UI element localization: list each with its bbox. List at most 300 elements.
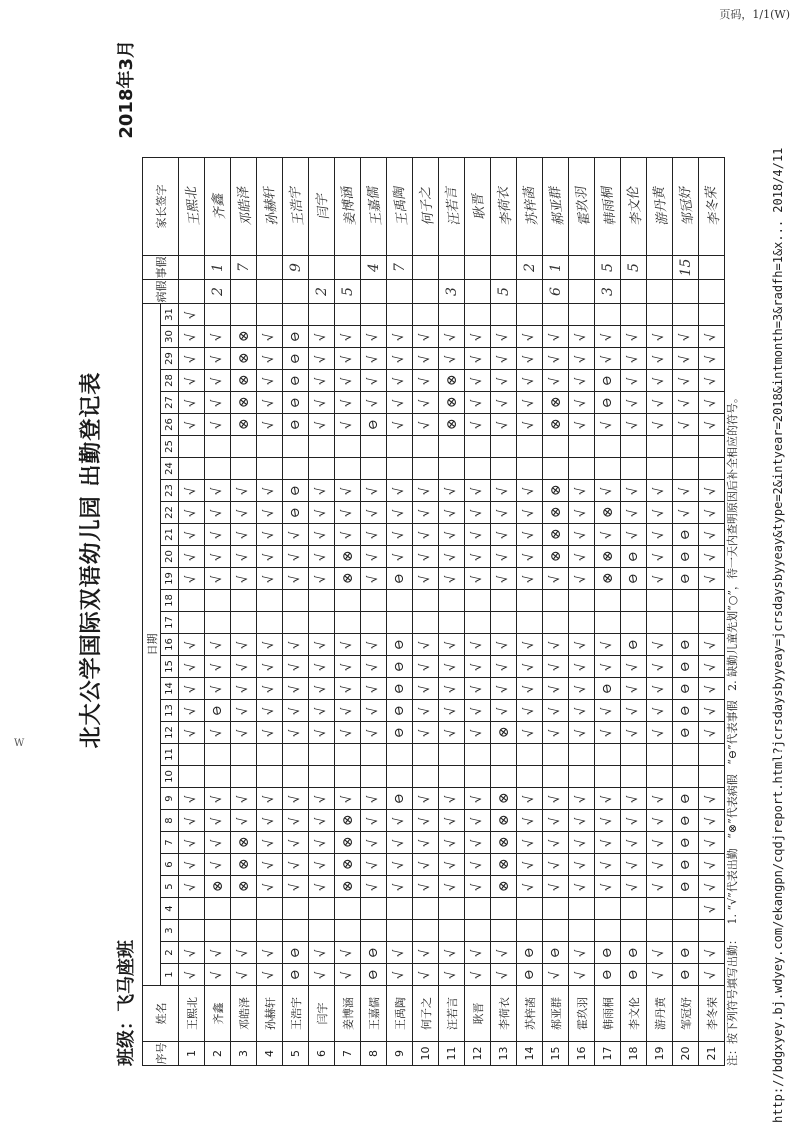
day-cell [621,414,647,436]
day-cell [179,788,205,810]
attendance-mark: √ [677,485,694,496]
day-cell [699,414,725,436]
day-cell [699,370,725,392]
day-cell [309,876,335,898]
header-day: 21 [161,524,179,546]
day-cell [673,700,699,722]
day-cell [517,634,543,656]
day-cell [621,876,647,898]
attendance-mark: √ [599,331,616,342]
day-cell [257,810,283,832]
attendance-mark: √ [573,815,590,826]
attendance-mark: √ [469,397,486,408]
day-cell [387,876,413,898]
day-cell [387,414,413,436]
day-cell [413,810,439,832]
attendance-mark: √ [703,837,720,848]
header-day: 31 [161,304,179,326]
attendance-mark: √ [313,529,330,540]
parent-signature: 齐鑫 [210,192,229,221]
day-cell [283,744,309,766]
attendance-mark: √ [495,485,512,496]
day-cell [699,392,725,414]
attendance-mark: √ [651,353,668,364]
attendance-mark: √ [469,837,486,848]
attendance-mark: √ [183,661,200,672]
attendance-mark: √ [703,419,720,430]
attendance-mark: √ [183,683,200,694]
attendance-mark: ⊗ [234,373,253,388]
attendance-mark: √ [391,947,408,958]
day-cell [257,722,283,744]
attendance-mark: ⊖ [391,638,408,651]
attendance-mark: ⊗ [546,549,565,564]
day-cell [465,920,491,942]
day-cell [647,304,673,326]
attendance-mark: √ [183,331,200,342]
personal-days-cell [179,256,205,280]
attendance-mark: √ [443,683,460,694]
day-cell [231,942,257,964]
attendance-mark: ⊖ [677,792,694,805]
day-cell [205,744,231,766]
day-cell [335,590,361,612]
day-cell [543,348,569,370]
day-cell [491,898,517,920]
day-cell [647,920,673,942]
attendance-mark: ⊖ [625,572,642,585]
attendance-mark: √ [365,683,382,694]
day-cell [517,458,543,480]
attendance-mark: √ [261,837,278,848]
day-cell [413,832,439,854]
attendance-table [142,157,725,1066]
day-cell [439,458,465,480]
attendance-mark: √ [625,375,642,386]
attendance-mark: √ [235,683,252,694]
day-cell [179,634,205,656]
attendance-mark: √ [443,661,460,672]
day-cell [361,766,387,788]
day-cell [179,942,205,964]
attendance-mark: √ [235,705,252,716]
row-number: 1 [179,1042,205,1066]
attendance-mark: √ [261,947,278,958]
attendance-mark: √ [521,837,538,848]
day-cell [517,700,543,722]
attendance-mark: √ [495,353,512,364]
day-cell [491,590,517,612]
attendance-mark: √ [599,727,616,738]
day-cell [179,722,205,744]
attendance-mark: √ [261,705,278,716]
header-day: 14 [161,678,179,700]
day-cell [361,524,387,546]
day-cell [231,700,257,722]
attendance-mark: √ [339,793,356,804]
personal-days-value: 7 [235,263,252,272]
attendance-mark: √ [287,551,304,562]
day-cell [569,480,595,502]
day-cell [595,612,621,634]
attendance-mark: √ [339,947,356,958]
attendance-mark: √ [235,507,252,518]
parent-signature-cell [517,158,543,256]
day-cell [439,304,465,326]
attendance-mark: √ [391,331,408,342]
day-cell [387,612,413,634]
day-cell [543,678,569,700]
day-cell [673,436,699,458]
child-name: 姜博涵 [335,986,361,1042]
day-cell [465,656,491,678]
day-cell [231,458,257,480]
day-cell [595,348,621,370]
day-cell [335,370,361,392]
attendance-mark: ⊖ [677,858,694,871]
day-cell [257,546,283,568]
attendance-mark: √ [547,375,564,386]
row-number: 16 [569,1042,595,1066]
day-cell [283,810,309,832]
attendance-mark: √ [495,573,512,584]
day-cell [621,436,647,458]
attendance-mark: √ [703,485,720,496]
day-cell [465,876,491,898]
day-cell [517,942,543,964]
day-cell [257,458,283,480]
attendance-mark: √ [599,639,616,650]
attendance-mark: √ [573,793,590,804]
day-cell [543,832,569,854]
day-cell [205,898,231,920]
attendance-mark: √ [599,793,616,804]
day-cell [283,788,309,810]
day-cell [205,942,231,964]
day-cell [439,414,465,436]
day-cell [621,392,647,414]
day-cell [673,326,699,348]
attendance-mark: ⊗ [338,835,357,850]
day-cell [673,524,699,546]
day-cell [569,876,595,898]
attendance-mark: √ [183,397,200,408]
attendance-mark: ⊗ [442,417,461,432]
row-number: 11 [439,1042,465,1066]
attendance-mark: ⊖ [391,792,408,805]
day-cell [465,810,491,832]
day-cell [491,348,517,370]
attendance-mark: ⊖ [391,572,408,585]
day-cell [231,480,257,502]
day-cell [621,326,647,348]
attendance-mark: √ [235,529,252,540]
day-cell [231,348,257,370]
day-cell [283,942,309,964]
day-cell [257,568,283,590]
attendance-mark: ⊖ [625,968,642,981]
day-cell [231,546,257,568]
attendance-mark: ⊖ [625,638,642,651]
parent-signature: 闫宇 [314,192,333,221]
day-cell [283,876,309,898]
attendance-mark: √ [313,859,330,870]
day-cell [413,964,439,986]
day-cell [465,436,491,458]
table-row [309,158,335,1066]
day-cell [517,656,543,678]
attendance-mark: √ [235,573,252,584]
day-cell [621,480,647,502]
header-day: 25 [161,436,179,458]
day-cell [621,810,647,832]
day-cell [465,304,491,326]
child-name: 李荷衣 [491,986,517,1042]
attendance-mark: √ [209,331,226,342]
attendance-mark: √ [391,419,408,430]
attendance-mark: √ [261,573,278,584]
attendance-mark: √ [599,837,616,848]
header-day: 3 [161,920,179,942]
legend-note-personal: “⊖”代表事假 [726,700,739,765]
row-number: 14 [517,1042,543,1066]
attendance-mark: √ [339,353,356,364]
attendance-mark: √ [651,529,668,540]
day-cell [699,304,725,326]
attendance-mark: √ [313,507,330,518]
attendance-mark: √ [417,507,434,518]
attendance-mark: √ [495,705,512,716]
attendance-mark: √ [365,859,382,870]
day-cell [361,568,387,590]
day-cell [335,832,361,854]
attendance-mark: √ [235,815,252,826]
day-cell [257,876,283,898]
day-cell [621,590,647,612]
attendance-mark: √ [521,375,538,386]
day-cell [673,854,699,876]
attendance-mark: ⊗ [546,417,565,432]
attendance-mark: √ [313,683,330,694]
attendance-mark: √ [339,705,356,716]
header-day: 11 [161,744,179,766]
day-cell [387,480,413,502]
day-cell [699,612,725,634]
day-cell [309,546,335,568]
attendance-mark: ⊖ [599,396,616,409]
day-cell [205,964,231,986]
day-cell [465,766,491,788]
personal-days-cell [257,256,283,280]
day-cell [205,920,231,942]
day-cell [595,524,621,546]
attendance-mark: √ [261,815,278,826]
attendance-mark: √ [651,485,668,496]
day-cell [491,612,517,634]
attendance-mark: ⊖ [677,682,694,695]
attendance-mark: ⊖ [287,418,304,431]
attendance-mark: √ [313,331,330,342]
day-cell [517,436,543,458]
day-cell [673,788,699,810]
day-cell [465,326,491,348]
day-cell [465,788,491,810]
day-cell [283,634,309,656]
attendance-mark: √ [599,815,616,826]
day-cell [569,568,595,590]
day-cell [517,568,543,590]
day-cell [543,942,569,964]
attendance-mark: √ [651,793,668,804]
day-cell [361,414,387,436]
day-cell [335,348,361,370]
day-cell [673,414,699,436]
day-cell [699,722,725,744]
attendance-mark: √ [469,969,486,980]
attendance-mark: √ [443,815,460,826]
day-cell [699,700,725,722]
day-cell [335,810,361,832]
attendance-mark: √ [287,529,304,540]
personal-days-cell [283,256,309,280]
row-number: 17 [595,1042,621,1066]
day-cell [439,546,465,568]
day-cell [413,612,439,634]
day-cell [205,392,231,414]
day-cell [465,414,491,436]
day-cell [595,634,621,656]
attendance-mark: √ [417,969,434,980]
day-cell [413,744,439,766]
day-cell [647,700,673,722]
day-cell [387,854,413,876]
day-cell [413,700,439,722]
attendance-mark: √ [235,727,252,738]
day-cell [387,964,413,986]
day-cell [699,810,725,832]
day-cell [335,700,361,722]
day-cell [699,480,725,502]
attendance-mark: ⊗ [494,857,513,872]
day-cell [179,920,205,942]
attendance-mark: ⊖ [599,968,616,981]
day-cell [257,942,283,964]
attendance-mark: √ [495,947,512,958]
attendance-mark: √ [703,705,720,716]
attendance-mark: √ [651,573,668,584]
attendance-mark: √ [651,375,668,386]
attendance-mark: √ [313,639,330,650]
day-cell [517,766,543,788]
attendance-mark: √ [573,727,590,738]
day-cell [231,832,257,854]
day-cell [179,810,205,832]
attendance-mark: √ [183,529,200,540]
child-name: 齐鑫 [205,986,231,1042]
attendance-mark: √ [443,881,460,892]
attendance-mark: √ [183,485,200,496]
day-cell [309,964,335,986]
day-cell [491,656,517,678]
child-name: 李文伦 [621,986,647,1042]
attendance-mark: √ [547,881,564,892]
attendance-mark: √ [469,947,486,958]
day-cell [283,304,309,326]
attendance-mark: √ [209,969,226,980]
day-cell [257,920,283,942]
day-cell [647,942,673,964]
attendance-mark: √ [261,529,278,540]
attendance-mark: √ [235,793,252,804]
attendance-mark: √ [209,683,226,694]
attendance-mark: √ [521,485,538,496]
header-day: 9 [161,788,179,810]
day-cell [335,766,361,788]
day-cell [205,458,231,480]
attendance-mark: √ [573,397,590,408]
attendance-mark: √ [677,375,694,386]
day-cell [387,458,413,480]
day-cell [491,502,517,524]
attendance-mark: √ [339,507,356,518]
day-cell [309,634,335,656]
day-cell [673,568,699,590]
attendance-mark: ⊗ [546,395,565,410]
day-cell [231,788,257,810]
day-cell [491,524,517,546]
header-day: 18 [161,590,179,612]
day-cell [647,436,673,458]
day-cell [673,964,699,986]
day-cell [387,524,413,546]
table-row [543,158,569,1066]
personal-days-cell [517,256,543,280]
attendance-mark: ⊗ [494,835,513,850]
day-cell [439,524,465,546]
personal-days-cell [569,256,595,280]
attendance-mark: √ [625,529,642,540]
parent-signature: 王熙北 [183,186,203,227]
attendance-mark: ⊖ [287,506,304,519]
day-cell [595,964,621,986]
day-cell [387,942,413,964]
day-cell [647,788,673,810]
day-cell [673,590,699,612]
day-cell [179,678,205,700]
day-cell [205,832,231,854]
attendance-mark: √ [573,859,590,870]
attendance-mark: √ [365,529,382,540]
attendance-mark: √ [365,485,382,496]
day-cell [621,854,647,876]
parent-signature: 李荷衣 [495,186,515,227]
day-cell [699,832,725,854]
day-cell [595,326,621,348]
sick-days-value: 3 [443,287,460,296]
personal-days-cell [205,256,231,280]
day-cell [179,502,205,524]
day-cell [569,502,595,524]
table-row [621,158,647,1066]
day-cell [257,524,283,546]
day-cell [439,788,465,810]
attendance-mark: √ [391,815,408,826]
day-cell [595,920,621,942]
day-cell [595,656,621,678]
attendance-mark: ⊗ [234,835,253,850]
day-cell [595,942,621,964]
table-row [647,158,673,1066]
